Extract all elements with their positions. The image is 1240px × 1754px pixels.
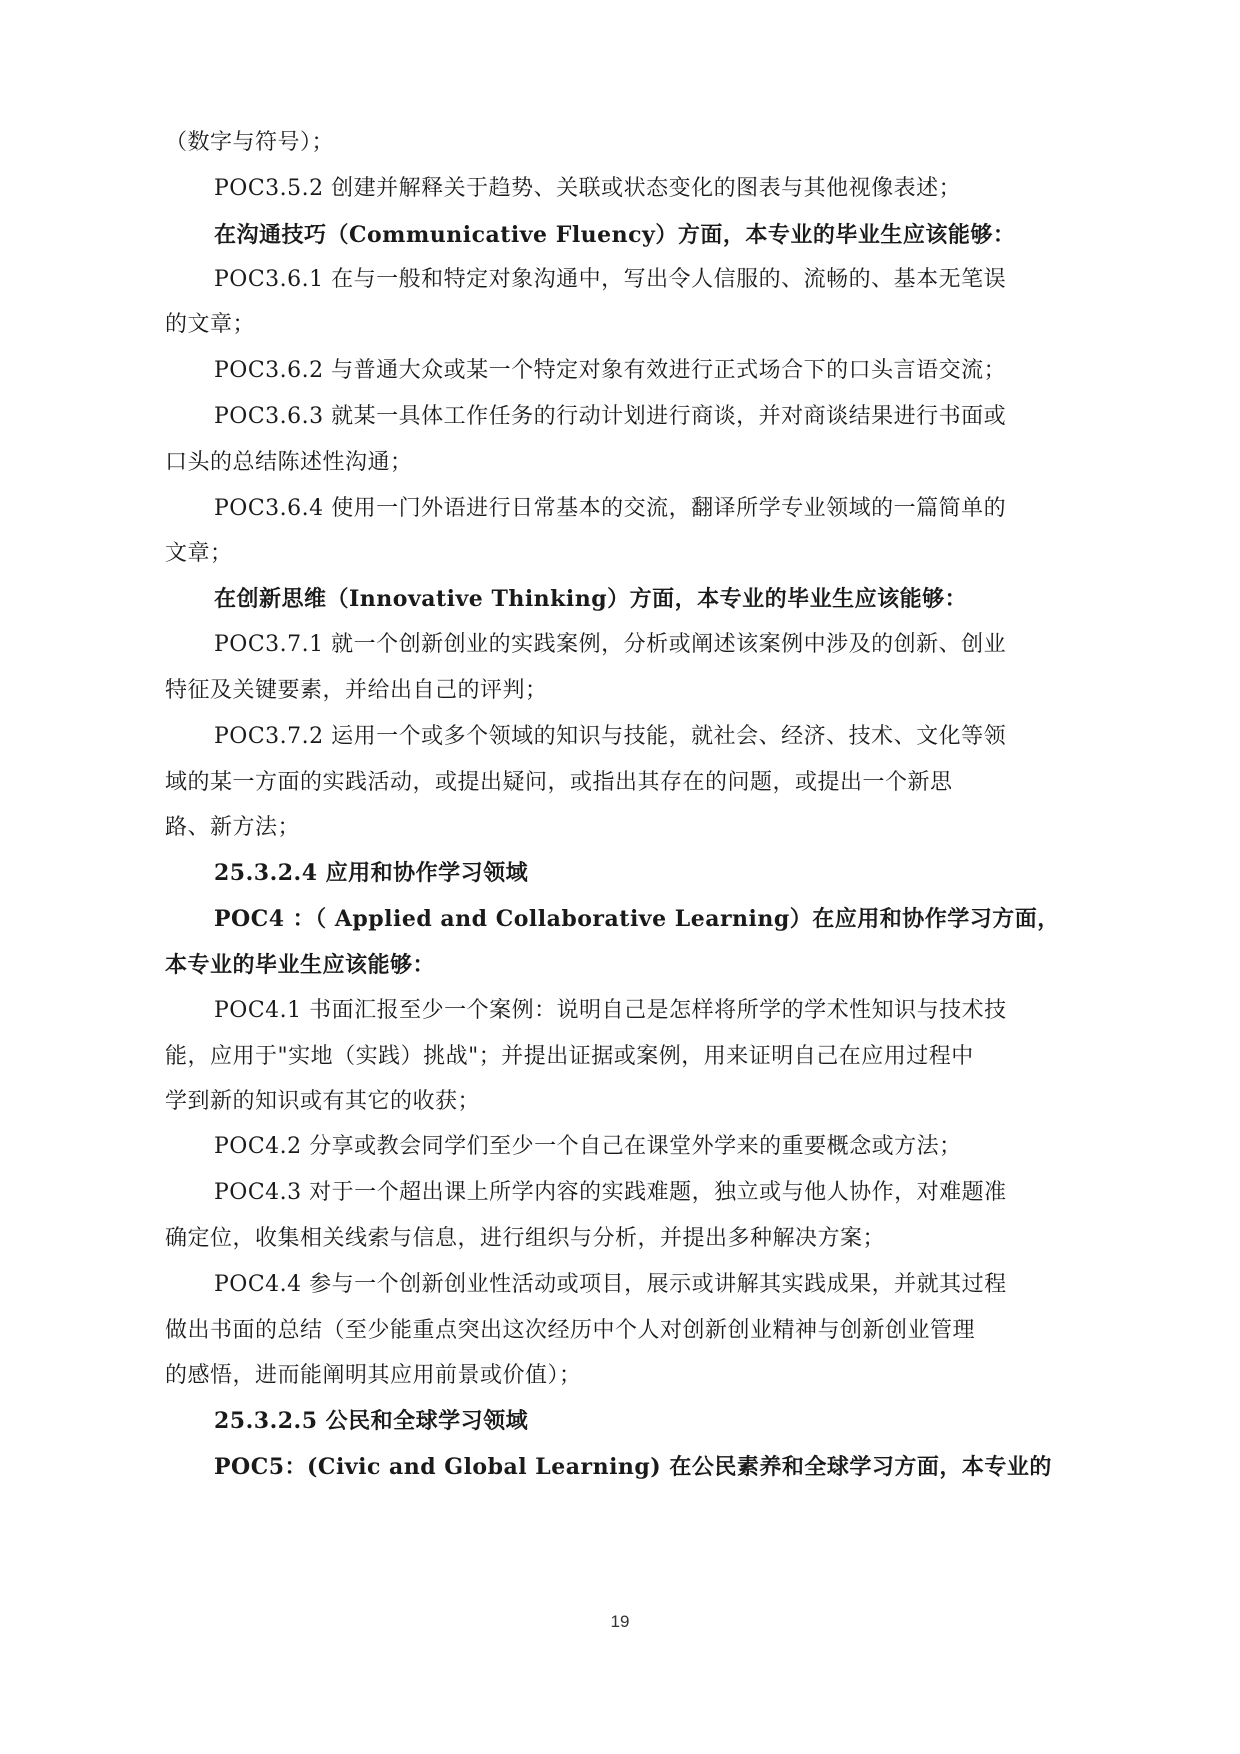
text-line: （数字与符号）； — [165, 130, 335, 155]
section-heading-continued: 本专业的毕业生应该能够： — [165, 952, 436, 978]
text-line: 文章； — [165, 541, 233, 566]
text-line: 域的某一方面的实践活动，或提出疑问，或指出其存在的问题，或提出一个新思 — [165, 770, 953, 795]
text-line: POC3.6.3 就某一具体工作任务的行动计划进行商谈，并对商谈结果进行书面或 — [214, 404, 1007, 429]
text-line: 的文章； — [165, 312, 256, 337]
section-heading: POC5：(Civic and Global Learning) 在公民素养和全球学习方面，本专业的 — [214, 1454, 1052, 1480]
subsection-heading: 25.3.2.4 应用和协作学习领域 — [214, 860, 529, 886]
text-line: 特征及关键要素，并给出自己的评判； — [165, 678, 548, 703]
text-line: POC4.2 分享或教会同学们至少一个自己在课堂外学来的重要概念或方法； — [214, 1134, 962, 1159]
text-line: 路、新方法； — [165, 815, 301, 840]
text-line: 口头的总结陈述性沟通； — [165, 450, 413, 475]
text-line: POC3.5.2 创建并解释关于趋势、关联或状态变化的图表与其他视像表述； — [214, 176, 962, 201]
text-line: POC3.6.4 使用一门外语进行日常基本的交流，翻译所学专业领域的一篇简单的 — [214, 496, 1007, 521]
text-line: 能，应用于"实地（实践）挑战"；并提出证据或案例，用来证明自己在应用过程中 — [165, 1044, 974, 1069]
text-line: POC3.7.2 运用一个或多个领域的知识与技能，就社会、经济、技术、文化等领 — [214, 724, 1007, 749]
text-line: 学到新的知识或有其它的收获； — [165, 1089, 481, 1114]
text-line: POC3.7.1 就一个创新创业的实践案例，分析或阐述该案例中涉及的创新、创业 — [214, 632, 1007, 657]
text-line: 确定位，收集相关线索与信息，进行组织与分析，并提出多种解决方案； — [165, 1226, 886, 1251]
text-line: POC4.1 书面汇报至少一个案例：说明自己是怎样将所学的学术性知识与技术技 — [214, 998, 1007, 1023]
text-line: POC4.3 对于一个超出课上所学内容的实践难题，独立或与他人协作，对难题准 — [214, 1180, 1007, 1205]
text-line: POC3.6.1 在与一般和特定对象沟通中，写出令人信服的、流畅的、基本无笔误 — [214, 267, 1007, 292]
page-number: 19 — [610, 1612, 630, 1631]
section-heading: 在创新思维（Innovative Thinking）方面，本专业的毕业生应该能够： — [214, 586, 968, 612]
section-heading: 在沟通技巧（Communicative Fluency）方面，本专业的毕业生应该能够： — [214, 222, 1016, 248]
section-heading: POC4 ：（ Applied and Collaborative Learning）在应用和协作学习方面， — [214, 906, 1060, 932]
text-line: 的感悟，进而能阐明其应用前景或价值）； — [165, 1363, 582, 1388]
text-line: POC3.6.2 与普通大众或某一个特定对象有效进行正式场合下的口头言语交流； — [214, 358, 1007, 383]
text-line: POC4.4 参与一个创新创业性活动或项目，展示或讲解其实践成果，并就其过程 — [214, 1272, 1007, 1297]
subsection-heading: 25.3.2.5 公民和全球学习领域 — [214, 1408, 529, 1434]
text-line: 做出书面的总结（至少能重点突出这次经历中个人对创新创业精神与创新创业管理 — [165, 1318, 976, 1343]
